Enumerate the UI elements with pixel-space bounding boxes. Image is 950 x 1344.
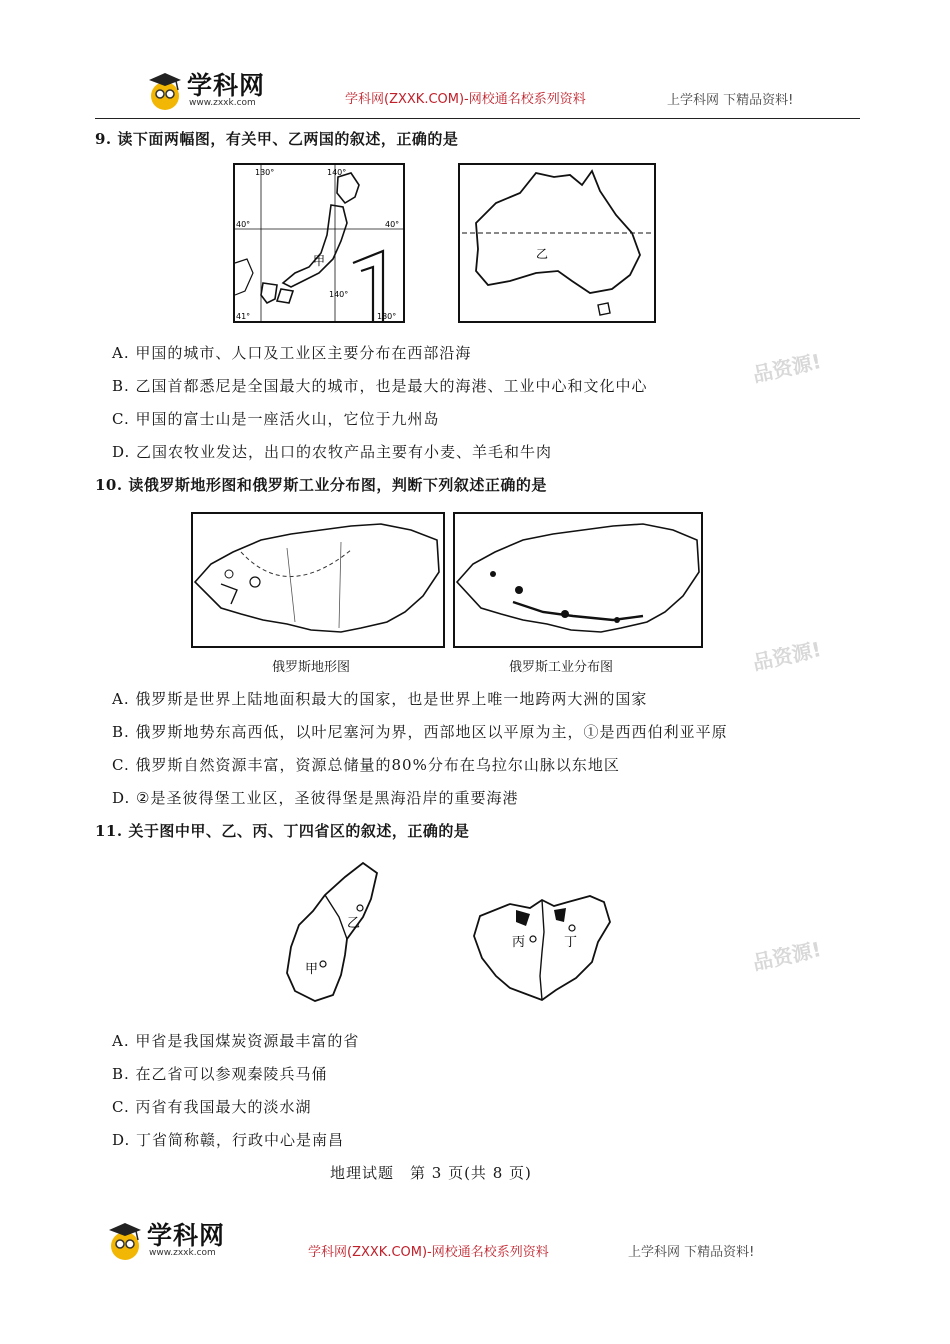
q9-option-c[interactable]: C. 甲国的富士山是一座活火山，它位于九州岛	[112, 410, 440, 428]
footer-logo-text: 学科网	[147, 1221, 226, 1250]
watermark-1: 品资源!	[750, 349, 824, 387]
mascot-icon	[105, 1218, 145, 1264]
label-yi-province: 乙	[347, 916, 361, 931]
russia-industry-map	[453, 512, 703, 648]
q9-option-a[interactable]: A. 甲国的城市、人口及工业区主要分布在西部沿海	[112, 344, 472, 362]
q11-option-b[interactable]: B. 在乙省可以参观秦陵兵马俑	[112, 1065, 328, 1083]
footer-center-link[interactable]: 学科网(ZXXK.COM)-网校通名校系列资料	[308, 1245, 549, 1260]
label-bing-province: 丙	[512, 935, 526, 950]
bottom-left-label: 41°	[236, 312, 251, 321]
australia-map	[458, 163, 656, 323]
japan-map	[233, 163, 405, 323]
header-center-link[interactable]: 学科网(ZXXK.COM)-网校通名校系列资料	[345, 92, 586, 107]
watermark-3: 品资源!	[750, 937, 824, 975]
provinces-jia-yi-map	[285, 855, 385, 1005]
zxxk-logo[interactable]	[145, 66, 305, 116]
page-header	[95, 62, 860, 119]
zxxk-footer-logo[interactable]	[105, 1216, 265, 1266]
lat-40-right-label: 40°	[385, 220, 400, 229]
provinces-bing-ding-map	[470, 892, 620, 1004]
lat-40-left-label: 40°	[236, 220, 251, 229]
watermark-2: 品资源!	[750, 637, 824, 675]
label-jia: 甲	[313, 254, 326, 268]
footer-logo-url: www.zxxk.com	[149, 1248, 216, 1258]
lon-130-label: 130°	[255, 168, 275, 177]
logo-text: 学科网	[187, 71, 266, 100]
logo-url: www.zxxk.com	[189, 98, 256, 108]
page-footer	[100, 1216, 865, 1272]
question-9-stem: 9. 读下面两幅图，有关甲、乙两国的叙述，正确的是	[95, 130, 459, 148]
label-ding-province: 丁	[564, 935, 578, 950]
question-10-stem: 10. 读俄罗斯地形图和俄罗斯工业分布图，判断下列叙述正确的是	[95, 476, 547, 494]
bottom-130-label: 130°	[377, 312, 397, 321]
q10-option-a[interactable]: A. 俄罗斯是世界上陆地面积最大的国家，也是世界上唯一地跨两大洲的国家	[112, 690, 648, 708]
mascot-icon	[145, 68, 185, 114]
label-jia-province: 甲	[305, 962, 319, 977]
footer-slogan: 上学科网 下精品资料!	[628, 1245, 755, 1260]
q9-option-b[interactable]: B. 乙国首都悉尼是全国最大的城市，也是最大的海港、工业中心和文化中心	[112, 377, 648, 395]
header-slogan: 上学科网 下精品资料!	[667, 93, 794, 108]
q11-option-c[interactable]: C. 丙省有我国最大的淡水湖	[112, 1098, 312, 1116]
q11-option-a[interactable]: A. 甲省是我国煤炭资源最丰富的省	[112, 1032, 360, 1050]
russia-industry-caption: 俄罗斯工业分布图	[509, 660, 614, 675]
bottom-140-label: 140°	[329, 290, 349, 299]
q9-option-d[interactable]: D. 乙国农牧业发达，出口的农牧产品主要有小麦、羊毛和牛肉	[112, 443, 553, 461]
q10-option-d[interactable]: D. ②是圣彼得堡工业区，圣彼得堡是黑海沿岸的重要海港	[112, 789, 519, 807]
question-11-stem: 11. 关于图中甲、乙、丙、丁四省区的叙述，正确的是	[95, 822, 470, 840]
q10-option-b[interactable]: B. 俄罗斯地势东高西低，以叶尼塞河为界，西部地区以平原为主，①是西西伯利亚平原	[112, 723, 728, 741]
q10-option-c[interactable]: C. 俄罗斯自然资源丰富，资源总储量的80%分布在乌拉尔山脉以东地区	[112, 756, 620, 774]
russia-terrain-caption: 俄罗斯地形图	[272, 660, 351, 675]
q11-option-d[interactable]: D. 丁省简称赣，行政中心是南昌	[112, 1131, 345, 1149]
page-number: 地理试题 第 3 页(共 8 页)	[330, 1164, 532, 1182]
label-yi: 乙	[536, 247, 549, 261]
lon-140-label: 140°	[327, 168, 347, 177]
russia-terrain-map	[191, 512, 445, 648]
